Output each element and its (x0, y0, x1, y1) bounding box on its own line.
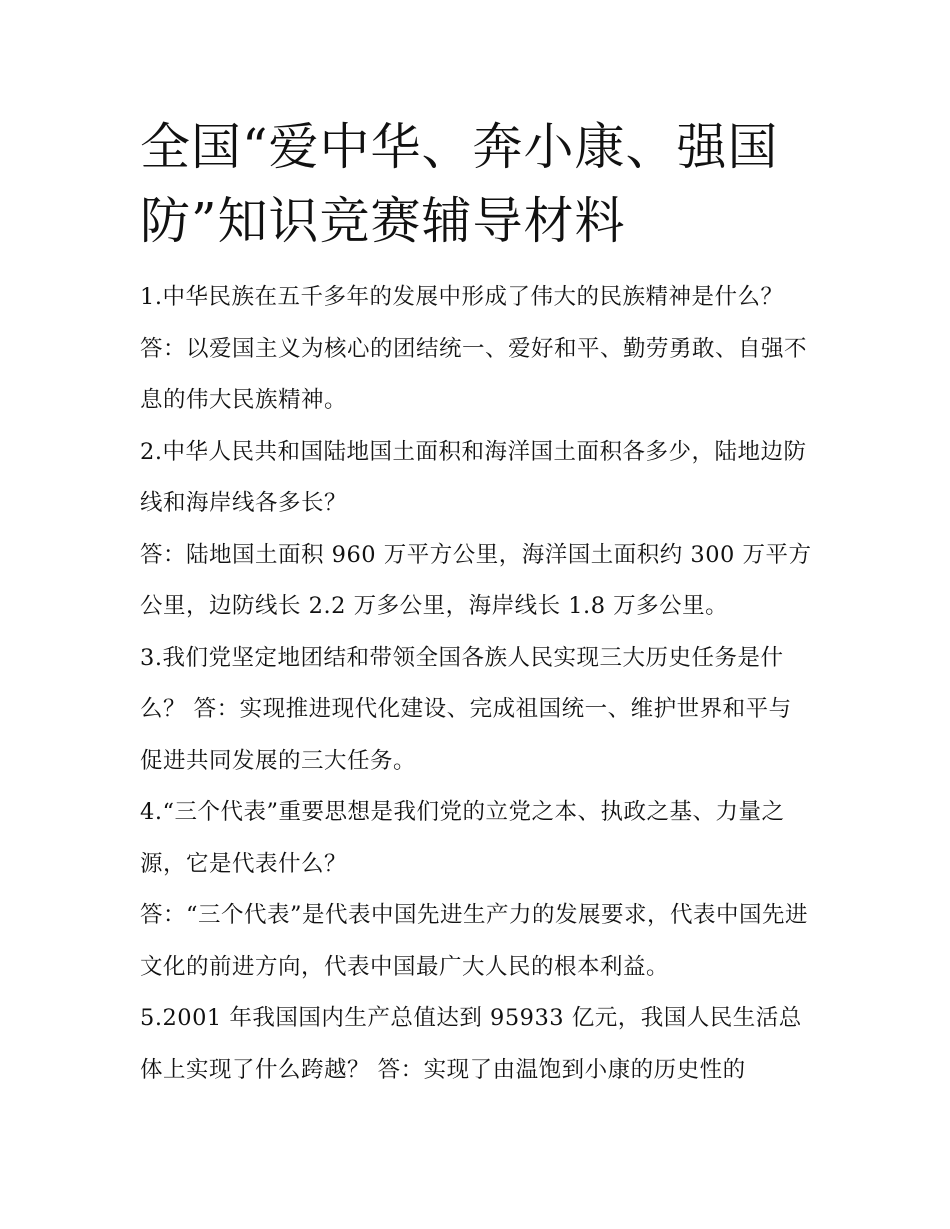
document-title: 全国“爱中华、奔小康、强国防”知识竞赛辅导材料 (140, 118, 779, 250)
question-2-paragraph: 2.中华人民共和国陆地国土面积和海洋国土面积各多少，陆地边防线和海岸线各多长？ (140, 438, 807, 516)
question-1-paragraph: 1.中华民族在五千多年的发展中形成了伟大的民族精神是什么？ 答：以爱国主义为核心的团结统一、爱好和平、勤劳勇敢、自强不息的伟大民族精神。 (140, 284, 808, 413)
document-body (140, 272, 812, 1096)
question-5-paragraph: 5.2001 年我国国内生产总值达到 95933 亿元，我国人民生活总体上实现了什么跨越？ 答：实现了由温饱到小康的历史性的 (140, 1005, 802, 1083)
document-page (140, 110, 812, 1096)
question-4-paragraph: 4.“三个代表”重要思想是我们党的立党之本、执政之基、力量之源，它是代表什么？ (140, 799, 785, 877)
answer-4-paragraph: 答：“三个代表”是代表中国先进生产力的发展要求，代表中国先进文化的前进方向，代表中国最广大人民的根本利益。 (140, 902, 809, 980)
answer-2-paragraph: 答：陆地国土面积 960 万平方公里，海洋国土面积约 300 万平方公里，边防线长 2.2 万多公里，海岸线长 1.8 万多公里。 (140, 541, 812, 619)
question-3-paragraph: 3.我们党坚定地团结和带领全国各族人民实现三大历史任务是什么？ 答：实现推进现代化建设、完成祖国统一、维护世界和平与促进共同发展的三大任务。 (140, 644, 792, 774)
